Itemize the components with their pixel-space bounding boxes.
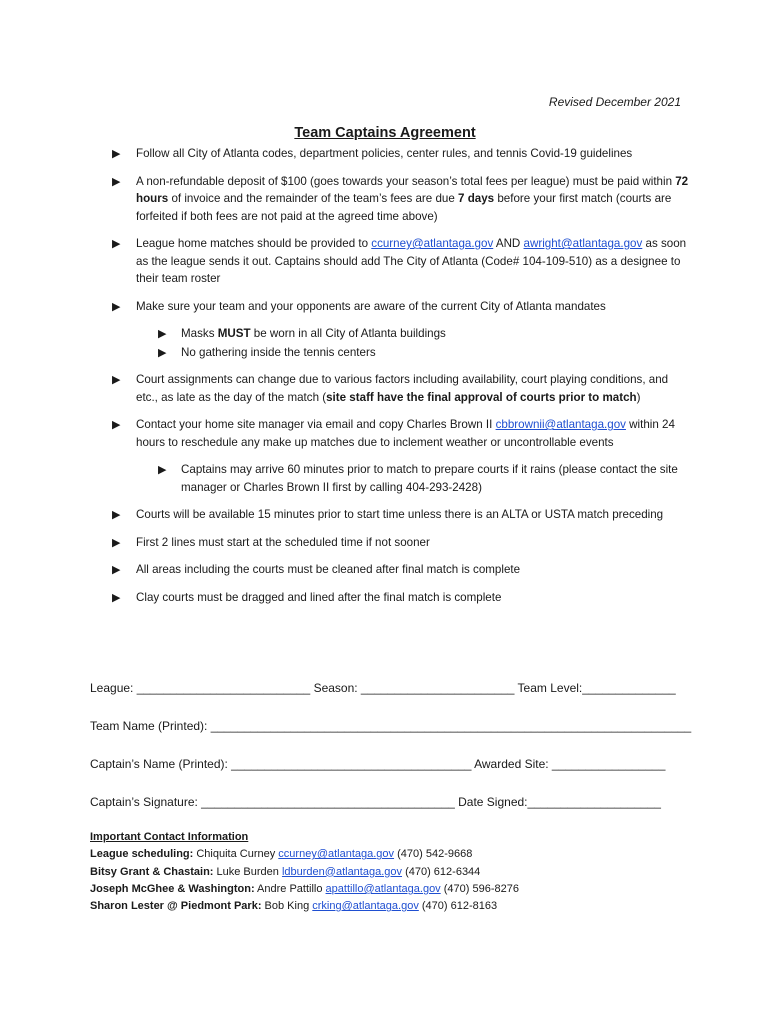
bullet-text: Courts will be available 15 minutes prior to start time unless there is an ALTA or USTA match preceding — [136, 508, 664, 521]
right-triangle-bullet-icon: ▶ — [112, 509, 121, 521]
contact-phone: (470) 542-9668 — [394, 848, 473, 861]
revision-date: Revised December 2021 — [548, 95, 681, 109]
right-triangle-bullet-icon: ▶ — [158, 464, 167, 476]
bullet-text: Contact your home site manager via email and copy Charles Brown II — [136, 418, 496, 431]
contact-email-link[interactable]: ccurney@atlantaga.gov — [278, 848, 395, 861]
contact-row — [90, 881, 519, 898]
bullet-text: Captains may arrive 60 minutes prior to match to prepare courts if it rains (please contact the site manager or Charles Brown II first by calling 404-293-2428) — [181, 463, 678, 494]
contact-label: Bitsy Grant & Chastain: — [90, 865, 214, 878]
right-triangle-bullet-icon: ▶ — [112, 175, 121, 188]
contact-label: Sharon Lester @ Piedmont Park: — [90, 900, 262, 913]
contact-label: Joseph McGhee & Washington: — [90, 882, 255, 895]
right-triangle-bullet-icon: ▶ — [112, 238, 121, 250]
bullet-text: Make sure your team and your opponents are aware of the current City of Atlanta mandates — [136, 299, 606, 313]
right-triangle-bullet-icon: ▶ — [112, 591, 121, 604]
contact-label: League scheduling: — [90, 848, 194, 861]
contact-phone: (470) 612-6344 — [402, 865, 481, 878]
bullet-text: AND — [493, 237, 524, 250]
contact-phone: (470) 596-8276 — [440, 882, 519, 895]
contact-name: Bob King — [261, 900, 313, 913]
bullet-text: Clay courts must be dragged and lined after the final match is complete — [136, 590, 502, 604]
league-season-level-line[interactable]: League: __________________________ Season: _______________________ Team Level:______________ — [90, 681, 676, 695]
bold-text: 7 days — [458, 192, 495, 205]
sub-bullet-item — [158, 461, 692, 496]
contact-email-link[interactable]: crking@atlantaga.gov — [312, 900, 419, 913]
email-link[interactable]: awright@atlantaga.gov — [523, 237, 643, 250]
bullet-text: A non-refundable deposit of $100 (goes towards your season’s total fees per league) must be paid within — [136, 174, 676, 188]
contact-name: Andre Pattillo — [254, 882, 326, 895]
captain-name-site-line[interactable]: Captain’s Name (Printed): ____________________________________ Awarded Site: _________________ — [90, 757, 666, 771]
right-triangle-bullet-icon: ▶ — [112, 300, 121, 313]
page-title: Team Captains Agreement — [294, 125, 476, 141]
right-triangle-bullet-icon: ▶ — [112, 374, 121, 386]
bullet-item — [112, 173, 692, 226]
sub-bullet-item — [158, 325, 692, 343]
bullet-item — [112, 235, 692, 288]
contact-row — [90, 898, 519, 915]
bullet-text: before your first match (courts are forfeited if both fees are not paid at the agreed time above) — [136, 192, 672, 223]
contact-header: Important Contact Information — [90, 831, 249, 843]
bold-text: MUST — [217, 327, 251, 340]
contact-email-link[interactable]: ldburden@atlantaga.gov — [281, 865, 403, 878]
bullet-item — [112, 145, 692, 163]
bullet-text: All areas including the courts must be cleaned after final match is complete — [136, 563, 521, 576]
signature-date-line[interactable]: Captain’s Signature: ______________________________________ Date Signed:____________________ — [90, 795, 661, 809]
right-triangle-bullet-icon: ▶ — [158, 346, 167, 359]
contact-email-link[interactable]: apattillo@atlantaga.gov — [325, 882, 441, 895]
bullet-text: Court assignments can change due to various factors including availability, court playing conditions, and etc., as late as the day of the match ( — [136, 373, 669, 404]
right-triangle-bullet-icon: ▶ — [112, 148, 121, 160]
bold-text: 72 hours — [136, 174, 689, 205]
bullet-item — [112, 561, 692, 579]
right-triangle-bullet-icon: ▶ — [112, 419, 121, 431]
bullet-text: Follow all City of Atlanta codes, department policies, center rules, and tennis Covid-19 guidelines — [136, 147, 633, 160]
bold-text: site staff have the final approval of courts prior to match — [326, 390, 637, 404]
contact-phone: (470) 612-8163 — [418, 900, 498, 913]
bullet-text: League home matches should be provided to — [136, 237, 372, 250]
bullet-item — [112, 589, 692, 607]
bullet-text: be worn in all City of Atlanta buildings — [250, 327, 446, 340]
contact-name: Chiquita Curney — [193, 848, 279, 861]
bullet-text: ) — [636, 390, 641, 404]
email-link[interactable]: ccurney@atlantaga.gov — [371, 237, 494, 250]
right-triangle-bullet-icon: ▶ — [158, 328, 167, 340]
right-triangle-bullet-icon: ▶ — [112, 564, 121, 576]
contact-row — [90, 864, 519, 881]
contact-row — [90, 846, 519, 863]
right-triangle-bullet-icon: ▶ — [112, 536, 121, 549]
agreement-bullet-list — [112, 145, 692, 606]
bullet-text: as soon as the league sends it out. Captains should add The City of Atlanta (Code# 104-109-510) as a designee to their team roster — [136, 237, 687, 285]
bullet-item — [112, 506, 692, 524]
team-name-line[interactable]: Team Name (Printed): ________________________________________________________________________ — [90, 719, 692, 733]
bullet-item — [112, 371, 692, 406]
email-link[interactable]: cbbrownii@atlantaga.gov — [495, 418, 626, 431]
contact-information — [90, 829, 519, 915]
contact-name: Luke Burden — [213, 865, 282, 878]
bullet-text: Masks — [181, 327, 218, 340]
bullet-text: First 2 lines must start at the scheduled time if not sooner — [136, 535, 430, 549]
bullet-item — [112, 298, 692, 316]
bullet-text: of invoice and the remainder of the team’s fees are due — [168, 192, 459, 205]
bullet-text: within 24 hours to reschedule any make up matches due to inclement weather or uncontrollable events — [136, 418, 675, 449]
bullet-item — [112, 416, 692, 451]
bullet-item — [112, 534, 692, 552]
sub-bullet-item — [158, 344, 692, 362]
bullet-text: No gathering inside the tennis centers — [181, 345, 376, 359]
